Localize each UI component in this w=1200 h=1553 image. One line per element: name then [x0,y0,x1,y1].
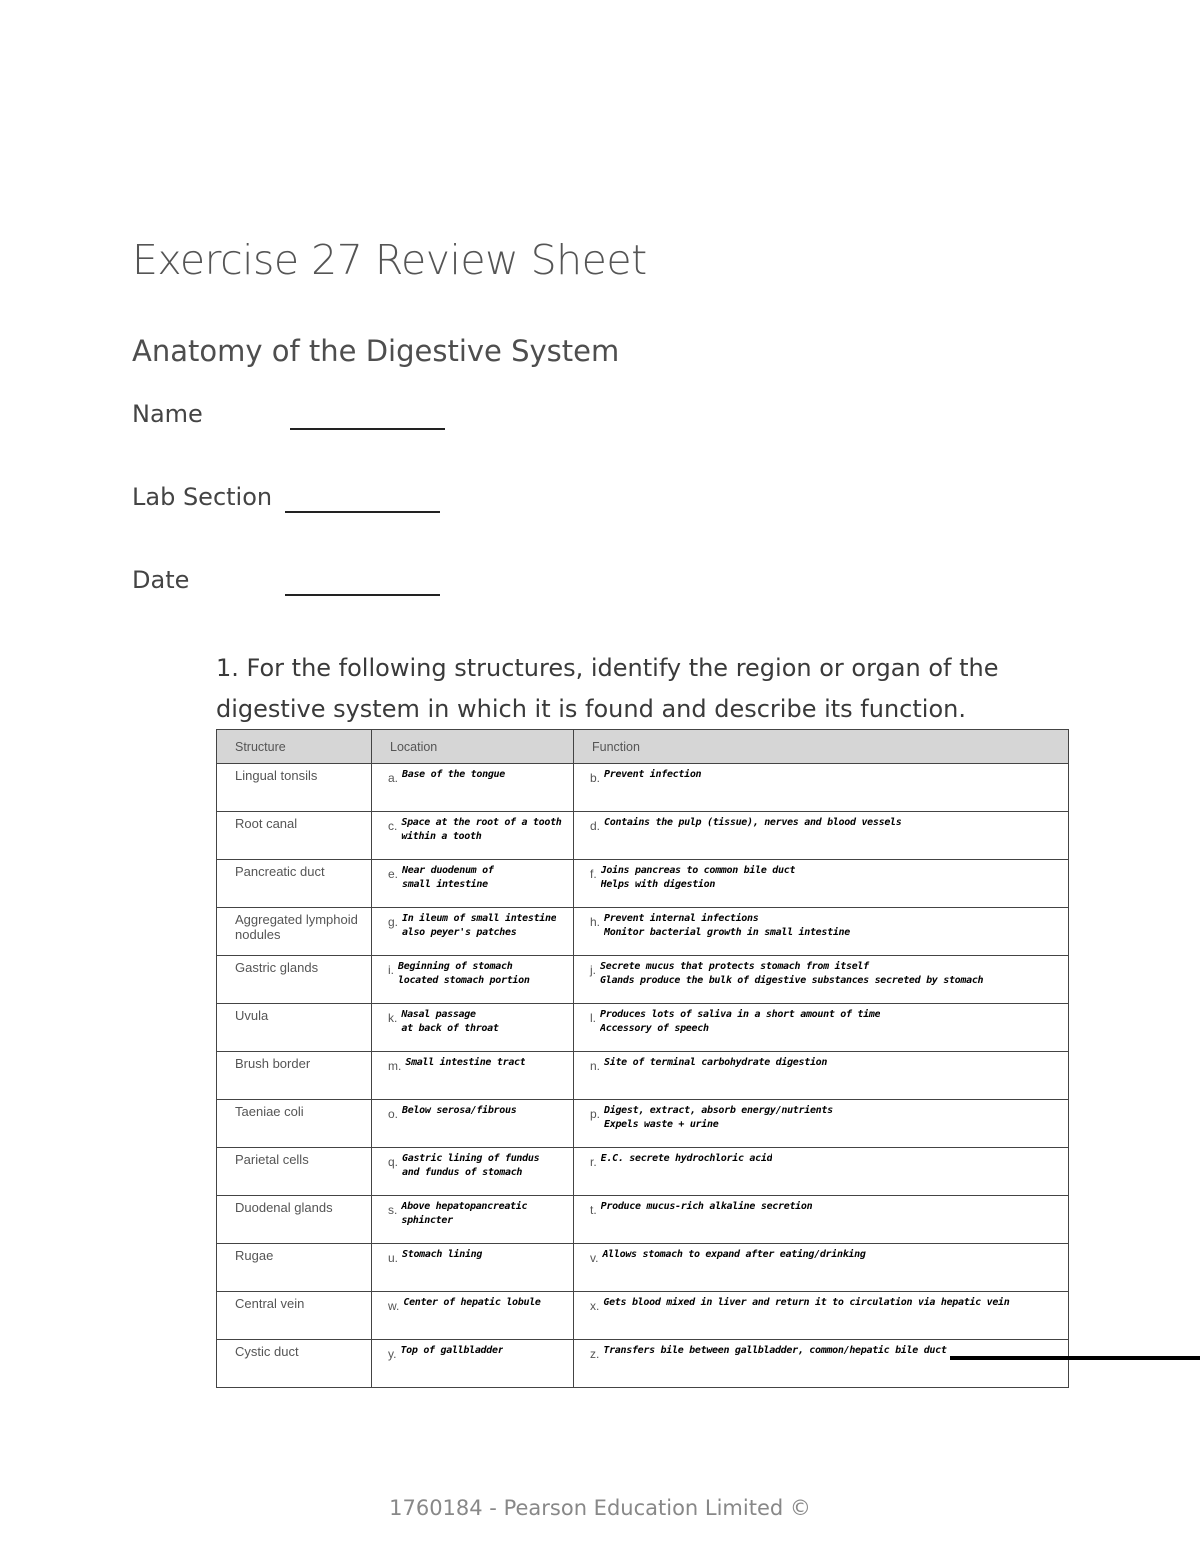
location-cell[interactable] [372,1100,574,1148]
handwritten-answer: In ileum of small intestine also peyer's patches [402,913,557,938]
handwritten-answer: Center of hepatic lobule [403,1297,541,1308]
table-row [217,1148,1069,1196]
function-cell[interactable] [574,764,1069,812]
handwritten-answer: Top of gallbladder [400,1345,504,1356]
structure-cell: Gastric glands [217,956,372,1004]
structure-cell: Lingual tonsils [217,764,372,812]
handwritten-answer: Prevent internal infections Monitor bacterial growth in small intestine [604,913,850,938]
location-cell[interactable] [372,1340,574,1388]
handwritten-answer: Prevent infection [604,769,702,780]
handwritten-answer: Allows stomach to expand after eating/drinking [602,1249,866,1260]
structure-cell: Rugae [217,1244,372,1292]
item-letter: t. [590,1203,597,1217]
structure-cell: Uvula [217,1004,372,1052]
location-cell[interactable] [372,1052,574,1100]
table-header-row [217,730,1069,764]
table-row [217,812,1069,860]
table-row [217,1052,1069,1100]
structure-cell: Pancreatic duct [217,860,372,908]
handwritten-answer: Digest, extract, absorb energy/nutrients Expels waste + urine [604,1105,833,1130]
item-letter: h. [590,915,601,929]
item-letter: p. [590,1107,601,1121]
table-row [217,1292,1069,1340]
function-cell[interactable] [574,1292,1069,1340]
table-row [217,1244,1069,1292]
item-letter: j. [590,963,596,977]
item-letter: v. [590,1251,599,1265]
item-letter: k. [388,1011,398,1025]
handwritten-answer: Site of terminal carbohydrate digestion [604,1057,828,1068]
handwritten-answer: Above hepatopancreatic sphincter [401,1201,528,1226]
header-structure: Structure [217,730,372,764]
handwritten-answer: Secrete mucus that protects stomach from itself Glands produce the bulk of digestive substances secreted by stomach [600,961,984,986]
structure-cell: Root canal [217,812,372,860]
handwritten-answer: Small intestine tract [405,1057,526,1068]
function-cell[interactable] [574,1244,1069,1292]
item-letter: f. [590,867,597,881]
item-letter: s. [388,1203,398,1217]
location-cell[interactable] [372,1004,574,1052]
function-cell[interactable] [574,1004,1069,1052]
location-cell[interactable] [372,908,574,956]
structure-cell: Central vein [217,1292,372,1340]
handwritten-answer: Gets blood mixed in liver and return it to circulation via hepatic vein [603,1297,1010,1308]
function-cell[interactable] [574,956,1069,1004]
function-cell[interactable] [574,1100,1069,1148]
location-cell[interactable] [372,860,574,908]
item-letter: a. [388,771,399,785]
structure-cell: Cystic duct [217,1340,372,1388]
structures-table [216,729,1069,1388]
handwritten-answer: Nasal passage at back of throat [401,1009,499,1034]
location-cell[interactable] [372,1244,574,1292]
function-cell[interactable] [574,1052,1069,1100]
table-row [217,956,1069,1004]
handwritten-answer: E.C. secrete hydrochloric acid [600,1153,773,1164]
location-cell[interactable] [372,1196,574,1244]
item-letter: u. [388,1251,399,1265]
function-cell[interactable] [574,812,1069,860]
handwritten-answer: Transfers bile between gallbladder, common/hepatic bile duct [603,1345,947,1356]
function-cell[interactable] [574,1340,1069,1388]
structure-cell: Aggregated lymphoid nodules [217,908,372,956]
structure-cell: Parietal cells [217,1148,372,1196]
structure-cell: Brush border [217,1052,372,1100]
redaction-rule [950,1356,1200,1360]
table-row [217,860,1069,908]
table-row [217,1340,1069,1388]
table-row [217,764,1069,812]
item-letter: m. [388,1059,402,1073]
table-row [217,908,1069,956]
location-cell[interactable] [372,812,574,860]
location-cell[interactable] [372,764,574,812]
item-letter: y. [388,1347,397,1361]
table-row [217,1004,1069,1052]
header-location: Location [372,730,574,764]
handwritten-answer: Base of the tongue [402,769,505,780]
handwritten-answer: Joins pancreas to common bile duct Helps with digestion [600,865,796,890]
item-letter: c. [388,819,398,833]
structure-cell: Duodenal glands [217,1196,372,1244]
item-letter: z. [590,1347,600,1361]
question-text: 1. For the following structures, identify the region or organ of the digestive system in which it is found and describe its function. [216,654,999,723]
item-letter: r. [590,1155,597,1169]
lab-section-label: Lab Section [132,483,273,511]
handwritten-answer: Stomach lining [402,1249,483,1260]
handwritten-answer: Gastric lining of fundus and fundus of stomach [402,1153,540,1178]
handwritten-answer: Contains the pulp (tissue), nerves and blood vessels [604,817,902,828]
item-letter: q. [388,1155,399,1169]
item-letter: g. [388,915,399,929]
date-label: Date [132,566,190,594]
handwritten-answer: Beginning of stomach located stomach portion [398,961,530,986]
table-row [217,1100,1069,1148]
handwritten-answer: Below serosa/fibrous [402,1105,517,1116]
location-cell[interactable] [372,1148,574,1196]
date-blank[interactable] [285,594,440,596]
item-letter: b. [590,771,601,785]
item-letter: w. [388,1299,400,1313]
page-subtitle: Anatomy of the Digestive System [132,334,620,368]
item-letter: e. [388,867,399,881]
item-letter: n. [590,1059,601,1073]
handwritten-answer: Produces lots of saliva in a short amount of time Accessory of speech [600,1009,881,1034]
handwritten-answer: Produce mucus-rich alkaline secretion [600,1201,813,1212]
item-letter: x. [590,1299,600,1313]
function-cell[interactable] [574,1196,1069,1244]
item-letter: i. [388,963,394,977]
name-blank[interactable] [290,428,445,430]
function-cell[interactable] [574,860,1069,908]
function-cell[interactable] [574,908,1069,956]
handwritten-answer: Near duodenum of small intestine [402,865,494,890]
item-letter: o. [388,1107,399,1121]
handwritten-answer: Space at the root of a tooth within a tooth [401,817,562,842]
structure-cell: Taeniae coli [217,1100,372,1148]
header-function: Function [574,730,1069,764]
item-letter: l. [590,1011,596,1025]
item-letter: d. [590,819,601,833]
function-cell[interactable] [574,1148,1069,1196]
location-cell[interactable] [372,1292,574,1340]
table-row [217,1196,1069,1244]
footer-text: 1760184 - Pearson Education Limited © [389,1496,811,1520]
lab-section-blank[interactable] [285,511,440,513]
page-title: Exercise 27 Review Sheet [132,236,647,284]
name-label: Name [132,400,203,428]
location-cell[interactable] [372,956,574,1004]
